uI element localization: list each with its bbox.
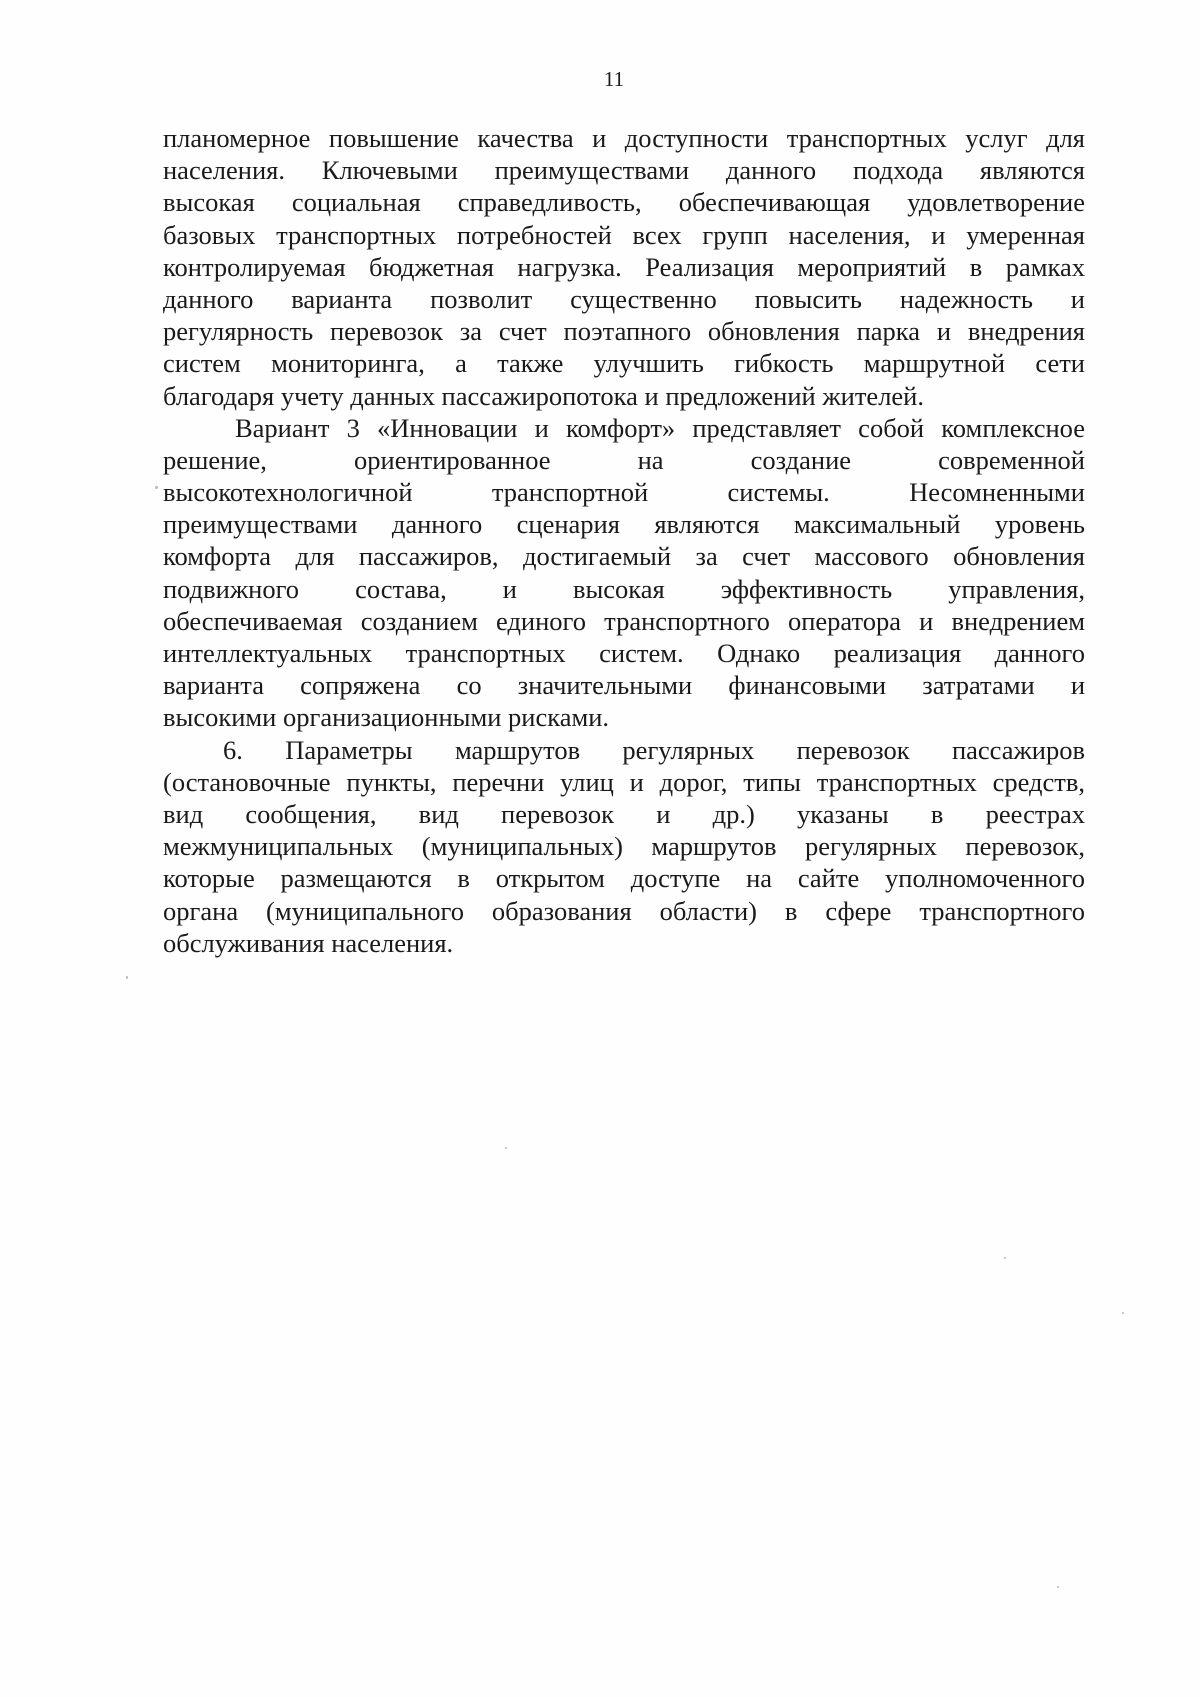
paragraph-line: благодаря учету данных пассажиропотока и предложений жителей. bbox=[163, 380, 924, 411]
paragraph-line: контролируемая бюджетная нагрузка. Реализация мероприятий в рамках bbox=[163, 251, 1085, 282]
scan-speck bbox=[505, 1147, 507, 1149]
paragraph-2 bbox=[163, 412, 1085, 734]
paragraph-line: подвижного состава, и высокая эффективность управления, bbox=[163, 573, 1085, 604]
paragraph-line: решение, ориентированное на создание современной bbox=[163, 444, 1085, 475]
paragraph-line: планомерное повышение качества и доступности транспортных услуг для bbox=[163, 123, 1085, 153]
paragraph-line: преимуществами данного сценария являются максимальный уровень bbox=[163, 509, 1085, 540]
paragraph-line: которые размещаются в открытом доступе на сайте уполномоченного bbox=[163, 863, 1085, 894]
body-text bbox=[163, 122, 1085, 959]
paragraph-line: высокая социальная справедливость, обеспечивающая удовлетворение bbox=[163, 187, 1085, 218]
paragraph-line: 6. Параметры маршрутов регулярных перевозок пассажиров bbox=[223, 734, 1085, 765]
paragraph-line: Вариант 3 «Инновации и комфорт» представляет собой комплексное bbox=[235, 412, 1085, 443]
paragraph-line: населения. Ключевыми преимуществами данного подхода являются bbox=[163, 155, 1085, 186]
paragraph-line: органа (муниципального образования области) в сфере транспортного bbox=[163, 895, 1085, 926]
paragraph-line: межмуниципальных (муниципальных) маршрутов регулярных перевозок, bbox=[163, 831, 1085, 862]
scan-speck bbox=[155, 486, 158, 489]
paragraph-line: варианта сопряжена со значительными финансовыми затратами и bbox=[163, 670, 1085, 701]
paragraph-line: базовых транспортных потребностей всех групп населения, и умеренная bbox=[163, 219, 1085, 250]
paragraph-line: комфорта для пассажиров, достигаемый за счет массового обновления bbox=[163, 541, 1085, 572]
paragraph-line: вид сообщения, вид перевозок и др.) указаны в реестрах bbox=[163, 798, 1085, 829]
scan-speck bbox=[1122, 1312, 1124, 1314]
paragraph-3 bbox=[163, 734, 1085, 959]
scan-speck bbox=[126, 976, 128, 979]
paragraph-line: высокотехнологичной транспортной системы. Несомненными bbox=[163, 477, 1085, 508]
scan-speck bbox=[1057, 1586, 1059, 1588]
paragraph-line: данного варианта позволит существенно повысить надежность и bbox=[163, 283, 1085, 314]
scan-speck bbox=[1004, 1257, 1006, 1259]
paragraph-line: высокими организационными рисками. bbox=[163, 702, 610, 733]
page-number: 11 bbox=[603, 67, 625, 91]
paragraph-line: систем мониторинга, а также улучшить гибкость маршрутной сети bbox=[163, 348, 1085, 379]
paragraph-line: обеспечиваемая созданием единого транспортного оператора и внедрением bbox=[163, 605, 1085, 636]
paragraph-line: интеллектуальных транспортных систем. Однако реализация данного bbox=[163, 638, 1085, 668]
paragraph-line: регулярность перевозок за счет поэтапного обновления парка и внедрения bbox=[163, 316, 1085, 347]
paragraph-1 bbox=[163, 122, 1085, 412]
paragraph-line: обслуживания населения. bbox=[163, 927, 454, 958]
paragraph-line: (остановочные пункты, перечни улиц и дорог, типы транспортных средств, bbox=[163, 766, 1085, 797]
